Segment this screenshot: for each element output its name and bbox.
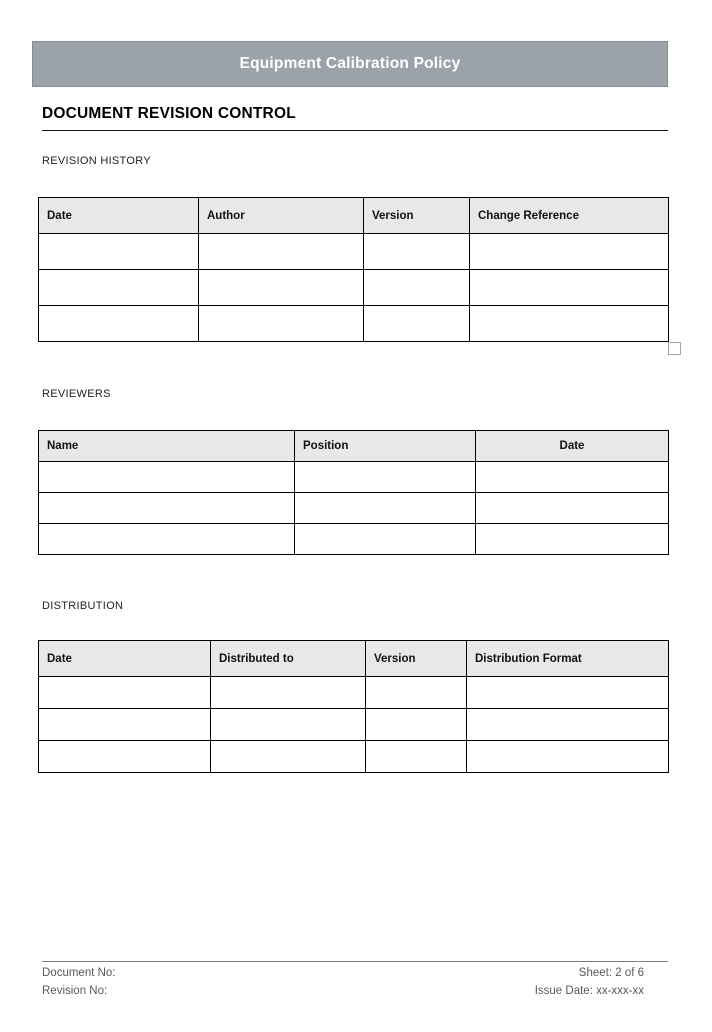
table-cell-empty[interactable]	[39, 462, 295, 493]
table-header-row	[39, 198, 669, 234]
document-title: Equipment Calibration Policy	[239, 55, 461, 72]
table-row	[39, 709, 669, 741]
column-header-name: Name	[39, 431, 295, 462]
column-header-date: Date	[476, 431, 669, 462]
table-cell-empty[interactable]	[39, 234, 199, 270]
table-header-row	[39, 641, 669, 677]
table-cell-empty[interactable]	[39, 677, 211, 709]
footer-left	[42, 965, 116, 1000]
table-row	[39, 677, 669, 709]
table-cell-empty[interactable]	[467, 741, 669, 773]
footer-right	[535, 965, 668, 1000]
column-header-date: Date	[39, 198, 199, 234]
revision-history-label: REVISION HISTORY	[42, 155, 151, 167]
table-cell-empty[interactable]	[39, 306, 199, 342]
table-cell-empty[interactable]	[39, 524, 295, 555]
column-header-date: Date	[39, 641, 211, 677]
column-header-distributed-to: Distributed to	[211, 641, 366, 677]
table-cell-empty[interactable]	[470, 270, 669, 306]
column-header-position: Position	[295, 431, 476, 462]
reviewers-label: REVIEWERS	[42, 388, 111, 400]
column-header-version: Version	[364, 198, 470, 234]
table-cell-empty[interactable]	[366, 677, 467, 709]
table-cell-empty[interactable]	[295, 462, 476, 493]
table-cell-empty[interactable]	[295, 524, 476, 555]
column-header-author: Author	[199, 198, 364, 234]
table-cell-empty[interactable]	[199, 270, 364, 306]
page-footer	[42, 961, 668, 1000]
distribution-table	[38, 640, 669, 773]
document-no-label: Document No:	[42, 967, 116, 979]
issue-date: Issue Date: xx-xxx-xx	[534, 984, 644, 997]
table-cell-empty[interactable]	[211, 741, 366, 773]
reviewers-table	[38, 430, 669, 555]
table-cell-empty[interactable]	[364, 270, 470, 306]
table-cell-empty[interactable]	[295, 493, 476, 524]
table-cell-empty[interactable]	[39, 493, 295, 524]
section-heading: DOCUMENT REVISION CONTROL	[42, 105, 668, 131]
table-row	[39, 234, 669, 270]
table-row	[39, 306, 669, 342]
table-cell-empty[interactable]	[364, 234, 470, 270]
column-header-distribution-format: Distribution Format	[467, 641, 669, 677]
empty-checkbox[interactable]	[668, 342, 681, 355]
table-cell-empty[interactable]	[199, 234, 364, 270]
table-cell-empty[interactable]	[476, 524, 669, 555]
distribution-label: DISTRIBUTION	[42, 600, 124, 612]
column-header-version: Version	[366, 641, 467, 677]
table-cell-empty[interactable]	[366, 709, 467, 741]
table-header-row	[39, 431, 669, 462]
table-row	[39, 270, 669, 306]
table-row	[39, 741, 669, 773]
table-cell-empty[interactable]	[366, 741, 467, 773]
title-banner	[32, 41, 668, 87]
table-cell-empty[interactable]	[467, 709, 669, 741]
revision-history-table	[38, 197, 669, 342]
table-cell-empty[interactable]	[211, 709, 366, 741]
table-cell-empty[interactable]	[476, 462, 669, 493]
table-cell-empty[interactable]	[39, 709, 211, 741]
table-row	[39, 493, 669, 524]
column-header-change-reference: Change Reference	[470, 198, 669, 234]
table-cell-empty[interactable]	[470, 306, 669, 342]
table-cell-empty[interactable]	[364, 306, 470, 342]
table-row	[39, 462, 669, 493]
table-row	[39, 524, 669, 555]
table-cell-empty[interactable]	[470, 234, 669, 270]
revision-no-label: Revision No:	[42, 984, 108, 997]
table-cell-empty[interactable]	[199, 306, 364, 342]
table-cell-empty[interactable]	[467, 677, 669, 709]
table-cell-empty[interactable]	[39, 741, 211, 773]
sheet-number: Sheet: 2 of 6	[578, 967, 644, 979]
table-cell-empty[interactable]	[39, 270, 199, 306]
table-cell-empty[interactable]	[476, 493, 669, 524]
table-cell-empty[interactable]	[211, 677, 366, 709]
